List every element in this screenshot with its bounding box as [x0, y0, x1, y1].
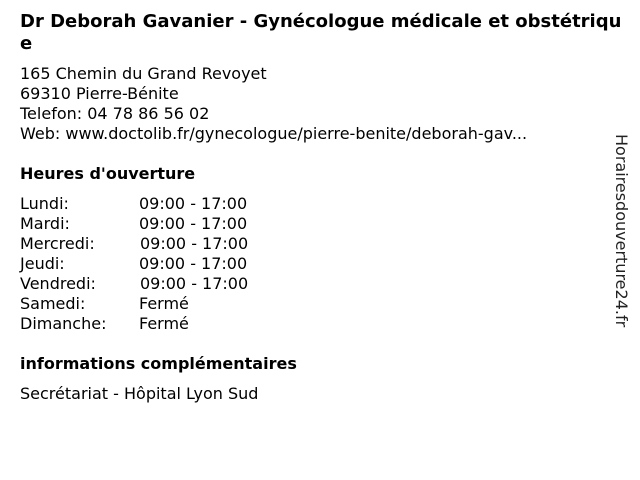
address-block — [20, 64, 527, 144]
day-label: Samedi: — [20, 294, 86, 313]
day-label: Jeudi: — [20, 254, 65, 273]
address-street: 165 Chemin du Grand Revoyet — [20, 64, 267, 83]
hours-row-thursday — [20, 254, 320, 274]
hours-row-sunday — [20, 314, 320, 334]
hours-row-tuesday — [20, 214, 320, 234]
watermark-text: Horairesdouverture24.fr — [612, 134, 631, 328]
opening-hours-table — [20, 194, 320, 334]
day-label: Mercredi: — [20, 234, 95, 253]
extra-info-heading: informations complémentaires — [20, 354, 297, 373]
time-value: 09:00 - 17:00 — [140, 274, 249, 293]
site-watermark — [611, 134, 631, 344]
day-label: Vendredi: — [20, 274, 96, 293]
time-value: 09:00 - 17:00 — [139, 194, 248, 213]
hours-row-friday — [20, 274, 320, 294]
time-value: 09:00 - 17:00 — [140, 234, 249, 253]
time-value: 09:00 - 17:00 — [139, 214, 248, 233]
page-title: Dr Deborah Gavanier - Gynécologue médicale et obstétrique — [20, 11, 622, 54]
website-link: Web: www.doctolib.fr/gynecologue/pierre-benite/deborah-gav... — [20, 124, 528, 143]
extra-info-text: Secrétariat - Hôpital Lyon Sud — [20, 384, 259, 403]
time-value: Fermé — [139, 314, 189, 333]
hours-row-saturday — [20, 294, 320, 314]
hours-heading: Heures d'ouverture — [20, 164, 196, 183]
time-value: 09:00 - 17:00 — [139, 254, 248, 273]
address-city: 69310 Pierre-Bénite — [20, 84, 179, 103]
phone-number: Telefon: 04 78 86 56 02 — [20, 104, 210, 123]
time-value: Fermé — [139, 294, 189, 313]
hours-row-monday — [20, 194, 320, 214]
day-label: Mardi: — [20, 214, 70, 233]
hours-row-wednesday — [20, 234, 320, 254]
day-label: Lundi: — [20, 194, 69, 213]
day-label: Dimanche: — [20, 314, 107, 333]
